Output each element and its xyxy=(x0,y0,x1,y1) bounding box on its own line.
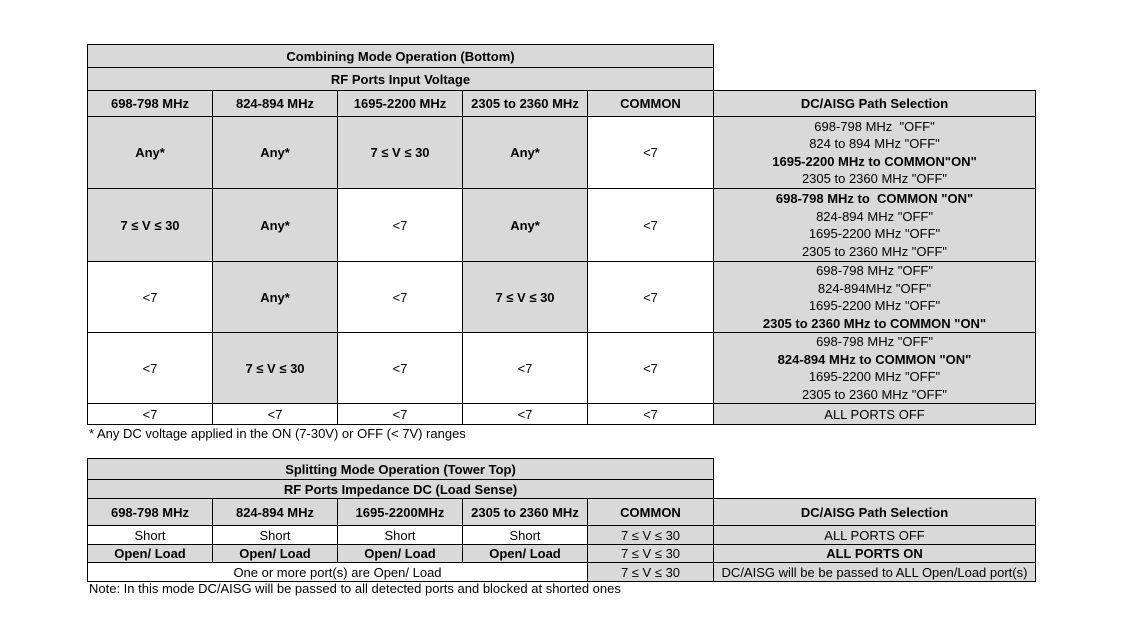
path-line: 698-798 MHz "OFF" xyxy=(816,334,933,349)
impedance-cell: Open/ Load xyxy=(463,545,588,563)
path-line: 1695-2200 MHz "OFF" xyxy=(808,298,941,313)
column-header-1695-2200: 1695-2200MHz xyxy=(338,499,463,526)
common-cell: 7 ≤ V ≤ 30 xyxy=(588,545,714,563)
column-header-1695-2200: 1695-2200 MHz xyxy=(338,91,463,117)
spacer xyxy=(714,45,1036,68)
path-selection-cell: ALL PORTS OFF xyxy=(714,526,1036,545)
splitting-mode-table xyxy=(87,458,1036,582)
column-header-common: COMMON xyxy=(588,499,714,526)
impedance-cell: Short xyxy=(338,526,463,545)
path-line: 2305 to 2360 MHz to COMMON "ON" xyxy=(762,315,987,331)
voltage-cell: <7 xyxy=(213,404,338,425)
column-header-824-894: 824-894 MHz xyxy=(213,499,338,526)
voltage-cell: <7 xyxy=(88,333,213,404)
voltage-cell: <7 xyxy=(588,189,714,262)
voltage-cell: <7 xyxy=(338,189,463,262)
voltage-cell: <7 xyxy=(463,404,588,425)
voltage-cell: 7 ≤ V ≤ 30 xyxy=(88,189,213,262)
path-line: 1695-2200 MHz "OFF" xyxy=(808,226,941,241)
path-line: 1695-2200 MHz "OFF" xyxy=(808,369,941,384)
path-selection-cell: DC/AISG will be be passed to ALL Open/Load port(s) xyxy=(714,563,1036,582)
table-row xyxy=(88,189,1036,262)
impedance-cell: Open/ Load xyxy=(338,545,463,563)
impedance-cell: Open/ Load xyxy=(88,545,213,563)
path-selection-cell: ALL PORTS ON xyxy=(714,545,1036,563)
column-header-698-798: 698-798 MHz xyxy=(88,499,213,526)
voltage-cell: <7 xyxy=(463,333,588,404)
voltage-cell: Any* xyxy=(213,262,338,333)
table-row xyxy=(88,563,1036,582)
path-selection-cell xyxy=(714,333,1036,404)
column-header-2305-2360: 2305 to 2360 MHz xyxy=(463,499,588,526)
spacer xyxy=(714,68,1036,91)
column-header-698-798: 698-798 MHz xyxy=(88,91,213,117)
voltage-cell: <7 xyxy=(338,262,463,333)
voltage-cell: Any* xyxy=(463,189,588,262)
voltage-cell: <7 xyxy=(588,117,714,189)
path-line: 2305 to 2360 MHz "OFF" xyxy=(801,171,948,186)
combining-table-title: Combining Mode Operation (Bottom) xyxy=(88,45,714,68)
column-header-path-selection: DC/AISG Path Selection xyxy=(714,91,1036,117)
column-header-824-894: 824-894 MHz xyxy=(213,91,338,117)
column-header-common: COMMON xyxy=(588,91,714,117)
path-line: 824-894 MHz to COMMON "ON" xyxy=(777,351,972,367)
splitting-note: Note: In this mode DC/AISG will be passed to all detected ports and blocked at shorted ones xyxy=(89,581,621,596)
impedance-cell: Short xyxy=(88,526,213,545)
voltage-cell: <7 xyxy=(588,262,714,333)
voltage-cell: <7 xyxy=(588,333,714,404)
path-selection-cell xyxy=(714,117,1036,189)
impedance-span-cell: One or more port(s) are Open/ Load xyxy=(88,563,588,582)
column-header-2305-2360: 2305 to 2360 MHz xyxy=(463,91,588,117)
table-row xyxy=(88,404,1036,425)
path-line: 2305 to 2360 MHz "OFF" xyxy=(801,386,948,402)
voltage-cell: Any* xyxy=(213,117,338,189)
spacer xyxy=(714,459,1036,480)
impedance-cell: Short xyxy=(213,526,338,545)
splitting-table-subtitle: RF Ports Impedance DC (Load Sense) xyxy=(88,480,714,499)
path-line: 2305 to 2360 MHz "OFF" xyxy=(801,243,948,259)
path-line: 698-798 MHz "OFF" xyxy=(816,263,933,278)
spacer xyxy=(714,480,1036,499)
path-line: 824 to 894 MHz "OFF" xyxy=(809,136,940,151)
combining-footnote: * Any DC voltage applied in the ON (7-30V) or OFF (< 7V) ranges xyxy=(89,426,466,441)
path-selection-cell: ALL PORTS OFF xyxy=(714,404,1036,425)
voltage-cell: Any* xyxy=(88,117,213,189)
voltage-cell: Any* xyxy=(463,117,588,189)
path-selection-cell xyxy=(714,189,1036,262)
table-row xyxy=(88,526,1036,545)
voltage-cell: 7 ≤ V ≤ 30 xyxy=(338,117,463,189)
table-row xyxy=(88,262,1036,333)
path-line: 698-798 MHz "OFF" xyxy=(814,118,935,134)
common-cell: 7 ≤ V ≤ 30 xyxy=(588,563,714,582)
voltage-cell: <7 xyxy=(338,333,463,404)
path-line: 824-894 MHz "OFF" xyxy=(816,208,933,224)
table-row xyxy=(88,117,1036,189)
voltage-cell: <7 xyxy=(88,262,213,333)
voltage-cell: Any* xyxy=(213,189,338,262)
path-line: 698-798 MHz to COMMON "ON" xyxy=(775,191,974,206)
impedance-cell: Open/ Load xyxy=(213,545,338,563)
splitting-table-title: Splitting Mode Operation (Tower Top) xyxy=(88,459,714,480)
impedance-cell: Short xyxy=(463,526,588,545)
table-row xyxy=(88,545,1036,563)
voltage-cell: <7 xyxy=(588,404,714,425)
combining-table-subtitle: RF Ports Input Voltage xyxy=(88,68,714,91)
voltage-cell: <7 xyxy=(338,404,463,425)
path-line: 1695-2200 MHz to COMMON"ON" xyxy=(772,153,977,169)
voltage-cell: <7 xyxy=(88,404,213,425)
table-row xyxy=(88,333,1036,404)
column-header-path-selection: DC/AISG Path Selection xyxy=(714,499,1036,526)
path-selection-cell xyxy=(714,262,1036,333)
combining-mode-table xyxy=(87,44,1036,425)
path-line: 824-894MHz "OFF" xyxy=(817,280,932,296)
common-cell: 7 ≤ V ≤ 30 xyxy=(588,526,714,545)
voltage-cell: 7 ≤ V ≤ 30 xyxy=(213,333,338,404)
voltage-cell: 7 ≤ V ≤ 30 xyxy=(463,262,588,333)
